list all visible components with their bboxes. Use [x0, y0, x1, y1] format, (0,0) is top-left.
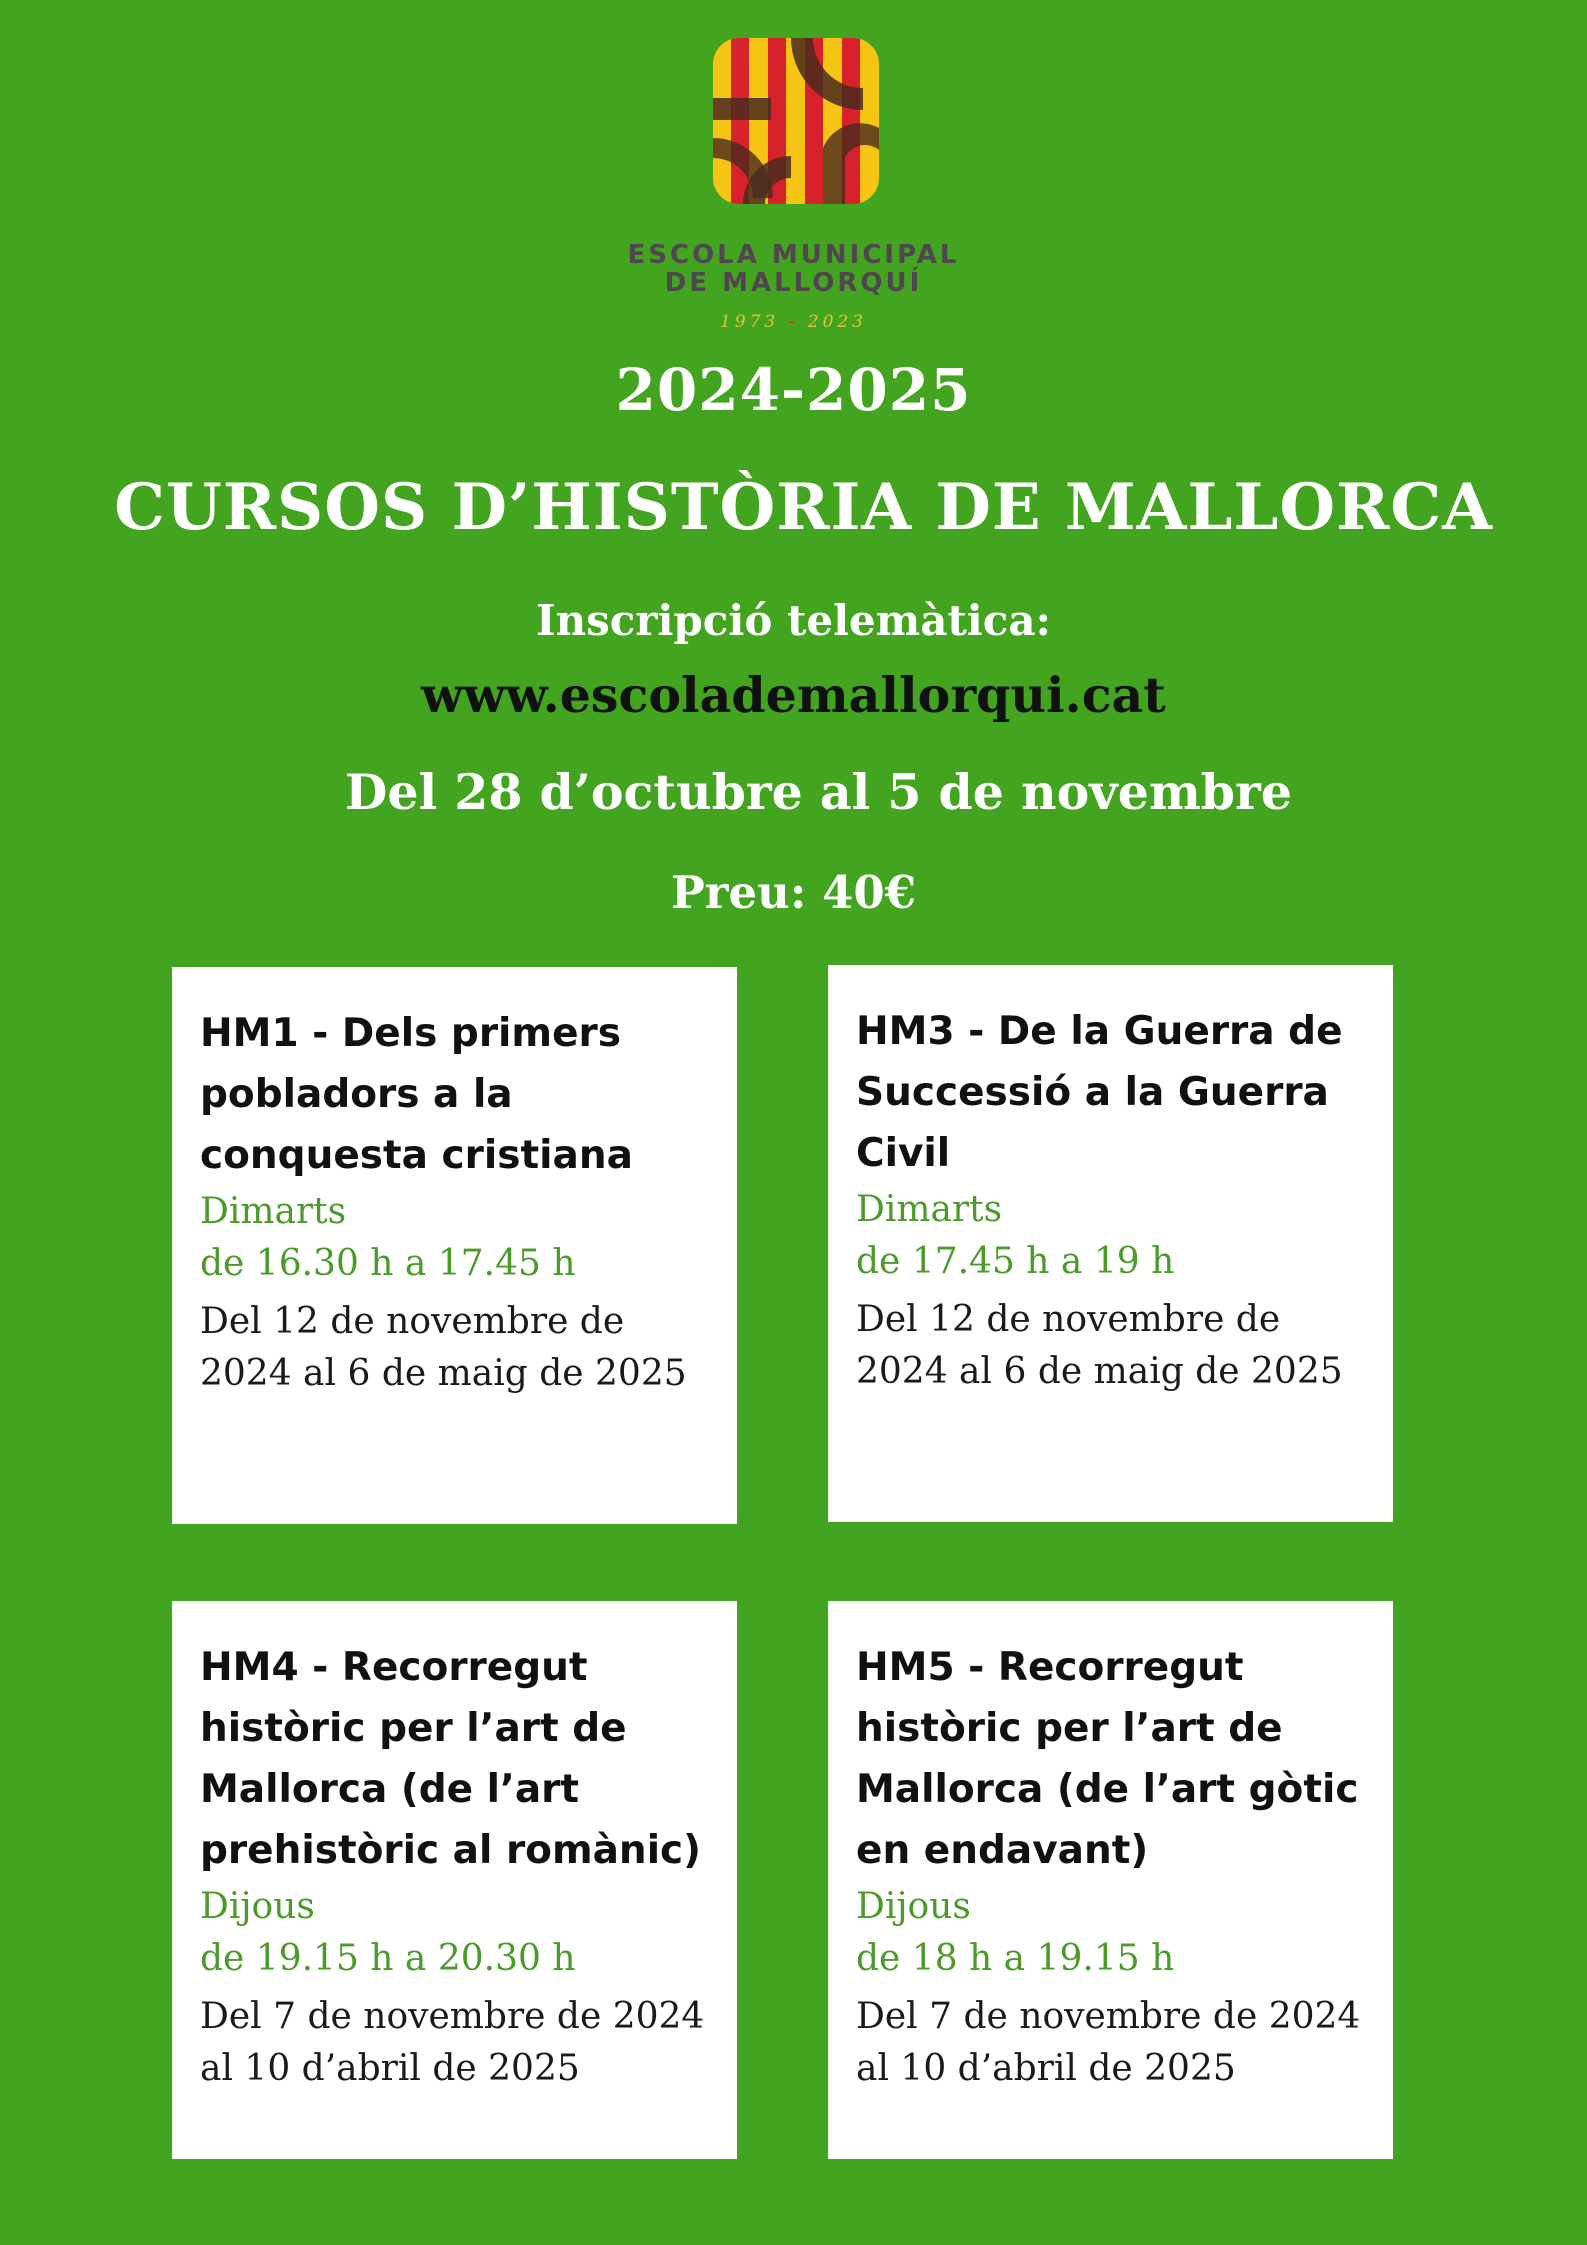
course-time: de 17.45 h a 19 h: [856, 1241, 1175, 1282]
course-time: de 16.30 h a 17.45 h: [200, 1243, 576, 1284]
page-title: CURSOS D’HISTÒRIA DE MALLORCA: [114, 470, 1493, 545]
course-day: Dijous: [856, 1886, 971, 1927]
price: Preu: 40€: [670, 866, 917, 919]
course-day: Dijous: [200, 1886, 315, 1927]
school-name: [560, 241, 1027, 297]
course-title: HM4 - Recorregut històric per l’art de Mallorca (de l’art prehistòric al romànic): [200, 1645, 702, 1873]
academic-year: 2024-2025: [615, 356, 972, 424]
course-card-hm4: [172, 1601, 737, 2159]
course-dates: Del 12 de novembre de 2024 al 6 de maig de 2025: [856, 1299, 1343, 1392]
course-time: de 18 h a 19.15 h: [856, 1938, 1175, 1979]
course-title: HM3 - De la Guerra de Successió a la Guerra Civil: [856, 1009, 1343, 1176]
course-dates: Del 7 de novembre de 2024 al 10 d’abril de 2025: [200, 1996, 705, 2089]
school-year-from: 1973: [719, 312, 780, 332]
course-time: de 19.15 h a 20.30 h: [200, 1938, 576, 1979]
registration-dates: Del 28 d’octubre al 5 de novembre: [344, 763, 1293, 821]
school-logo: [713, 38, 879, 204]
school-year-separator: -: [788, 312, 799, 332]
registration-label: Inscripció telemàtica:: [535, 596, 1052, 645]
course-card-hm3: [828, 965, 1393, 1522]
course-day: Dimarts: [856, 1189, 1003, 1230]
registration-url[interactable]: www.escolademallorqui.cat: [421, 666, 1166, 724]
course-day: Dimarts: [200, 1191, 347, 1232]
school-name-line2: DE MALLORQUÍ: [664, 268, 923, 298]
school-year-to: 2023: [807, 312, 868, 332]
course-card-hm5: [828, 1601, 1393, 2159]
course-dates: Del 7 de novembre de 2024 al 10 d’abril de 2025: [856, 1996, 1361, 2089]
school-name-line1: ESCOLA MUNICIPAL: [627, 240, 960, 270]
course-title: HM1 - Dels primers pobladors a la conquesta cristiana: [200, 1011, 633, 1178]
course-title: HM5 - Recorregut històric per l’art de Mallorca (de l’art gòtic en endavant): [856, 1645, 1359, 1873]
course-dates: Del 12 de novembre de 2024 al 6 de maig de 2025: [200, 1301, 687, 1394]
course-card-hm1: [172, 967, 737, 1524]
school-years: [560, 312, 1027, 332]
school-logo-mark: [713, 38, 879, 204]
